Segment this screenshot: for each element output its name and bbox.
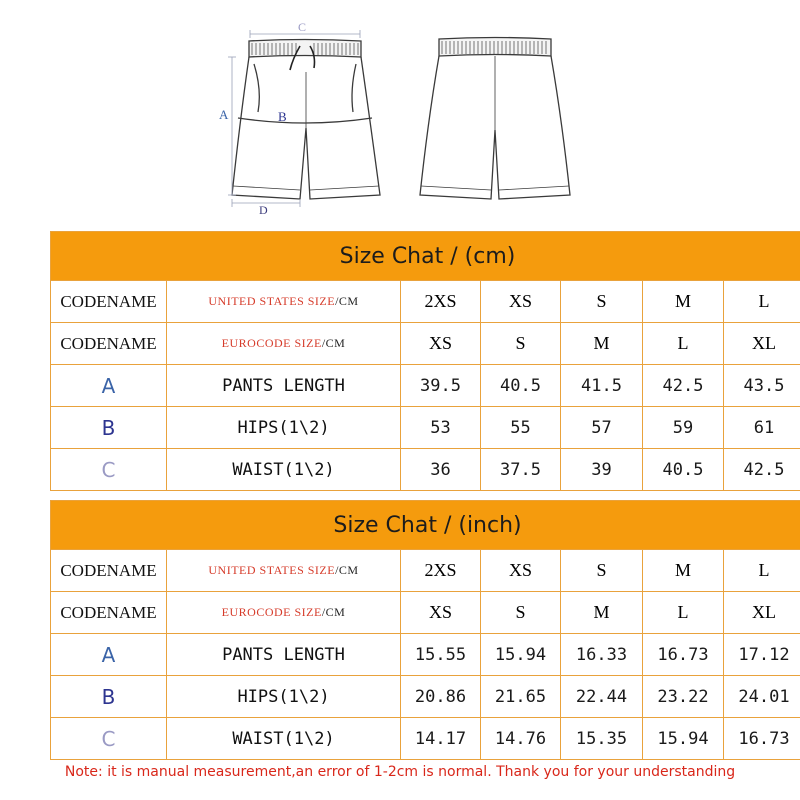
size-system-name: UNITED STATES SIZE (208, 563, 336, 577)
size-system-name: EUROCODE SIZE (221, 336, 322, 350)
size-system-unit: /CM (321, 605, 346, 619)
size-system-name: UNITED STATES SIZE (208, 294, 336, 308)
codename-cell: CODENAME (51, 281, 167, 323)
measure-value: 21.65 (481, 676, 561, 718)
measure-code: B (51, 676, 167, 718)
measure-value: 15.94 (643, 718, 724, 760)
size-system-label (167, 592, 401, 634)
measure-label: HIPS(1\2) (167, 407, 401, 449)
measure-value: 42.5 (724, 449, 800, 491)
size-system-unit: /CM (321, 336, 346, 350)
measure-value: 57 (561, 407, 643, 449)
table-title: Size Chat / (inch) (51, 501, 800, 550)
measure-value: 43.5 (724, 365, 800, 407)
measure-value: 61 (724, 407, 800, 449)
codename-cell: CODENAME (51, 592, 167, 634)
size-system-unit: /CM (335, 294, 359, 308)
size-cell: S (481, 323, 561, 365)
table-row (51, 550, 800, 592)
measure-value: 15.55 (401, 634, 481, 676)
table-row (51, 365, 800, 407)
measure-value: 14.76 (481, 718, 561, 760)
size-cell: 2XS (401, 281, 481, 323)
size-cell: L (724, 281, 800, 323)
measure-value: 39 (561, 449, 643, 491)
measure-value: 39.5 (401, 365, 481, 407)
label-c: C (298, 20, 307, 34)
measure-value: 59 (643, 407, 724, 449)
shorts-front-view (232, 40, 380, 200)
size-cell: S (561, 281, 643, 323)
measure-label: PANTS LENGTH (167, 365, 401, 407)
size-cell: L (724, 550, 800, 592)
size-table-inch (50, 500, 800, 760)
measure-value: 53 (401, 407, 481, 449)
table-row (51, 718, 800, 760)
measure-value: 14.17 (401, 718, 481, 760)
measure-value: 22.44 (561, 676, 643, 718)
measure-value: 24.01 (724, 676, 800, 718)
shorts-back-view (420, 38, 570, 200)
size-cell: XS (401, 323, 481, 365)
measure-value: 40.5 (481, 365, 561, 407)
label-a: A (219, 107, 229, 122)
size-cell: XL (724, 592, 800, 634)
size-cell: M (561, 592, 643, 634)
measure-value: 41.5 (561, 365, 643, 407)
label-b: B (278, 109, 287, 124)
measure-value: 16.33 (561, 634, 643, 676)
size-cell: L (643, 323, 724, 365)
table-row (51, 634, 800, 676)
measure-value: 16.73 (643, 634, 724, 676)
measure-code: C (51, 449, 167, 491)
table-row (51, 281, 800, 323)
size-system-name: EUROCODE SIZE (221, 605, 322, 619)
table-row (51, 676, 800, 718)
size-cell: L (643, 592, 724, 634)
measure-code: A (51, 634, 167, 676)
size-system-label (167, 281, 401, 323)
size-cell: S (561, 550, 643, 592)
measure-code: B (51, 407, 167, 449)
measure-value: 37.5 (481, 449, 561, 491)
codename-cell: CODENAME (51, 323, 167, 365)
table-title: Size Chat / (cm) (51, 232, 800, 281)
size-table-cm (50, 231, 800, 491)
measure-value: 36 (401, 449, 481, 491)
measurement-note: Note: it is manual measurement,an error of 1-2cm is normal. Thank you for your understanding (64, 764, 736, 780)
measure-label: WAIST(1\2) (167, 449, 401, 491)
table-row (51, 592, 800, 634)
shorts-diagram (0, 0, 800, 230)
size-system-unit: /CM (335, 563, 359, 577)
measure-code: A (51, 365, 167, 407)
measure-value: 16.73 (724, 718, 800, 760)
size-cell: 2XS (401, 550, 481, 592)
measure-value: 55 (481, 407, 561, 449)
size-cell: XS (481, 281, 561, 323)
measure-label: PANTS LENGTH (167, 634, 401, 676)
size-system-label (167, 323, 401, 365)
size-cell: M (643, 550, 724, 592)
label-d: D (259, 203, 268, 217)
measure-value: 20.86 (401, 676, 481, 718)
measure-value: 40.5 (643, 449, 724, 491)
codename-cell: CODENAME (51, 550, 167, 592)
measure-value: 23.22 (643, 676, 724, 718)
measure-value: 15.94 (481, 634, 561, 676)
measure-code: C (51, 718, 167, 760)
size-cell: XS (481, 550, 561, 592)
size-cell: M (561, 323, 643, 365)
table-row (51, 449, 800, 491)
table-row (51, 407, 800, 449)
measure-value: 17.12 (724, 634, 800, 676)
measure-label: WAIST(1\2) (167, 718, 401, 760)
measure-value: 42.5 (643, 365, 724, 407)
measure-label: HIPS(1\2) (167, 676, 401, 718)
size-cell: XS (401, 592, 481, 634)
size-system-label (167, 550, 401, 592)
size-cell: S (481, 592, 561, 634)
size-cell: M (643, 281, 724, 323)
size-cell: XL (724, 323, 800, 365)
table-row (51, 323, 800, 365)
measure-value: 15.35 (561, 718, 643, 760)
